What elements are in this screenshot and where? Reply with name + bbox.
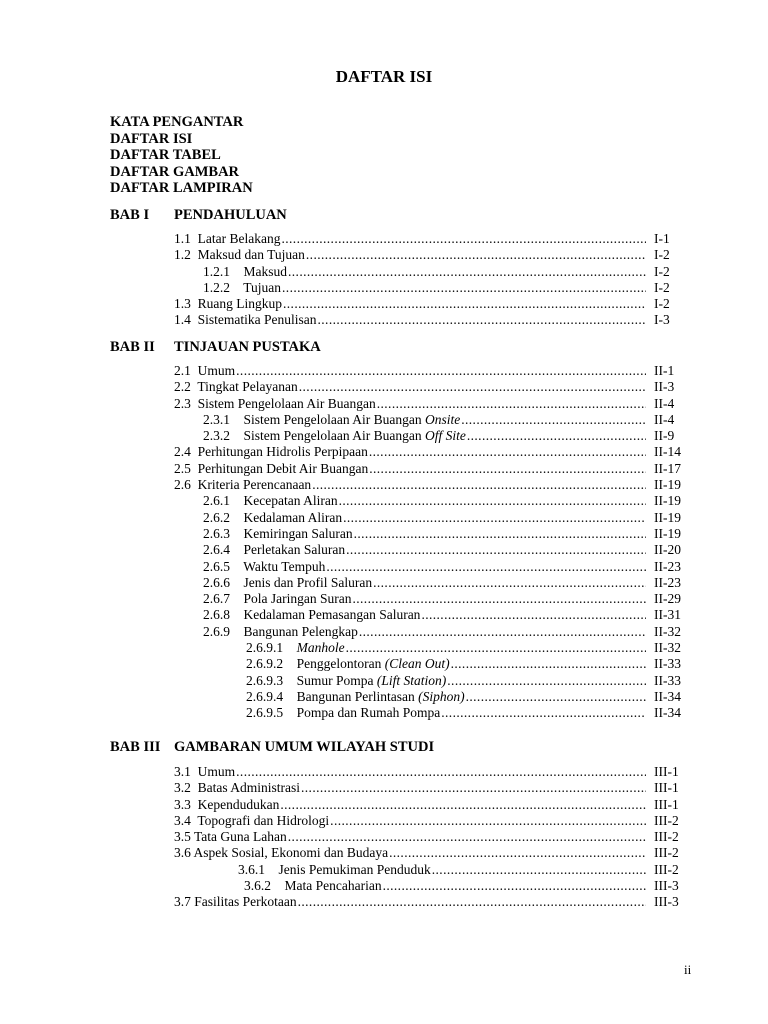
entry-label: 2.6.1 Kecepatan Aliran xyxy=(203,493,338,509)
entry-page: II-20 xyxy=(654,542,681,558)
toc-entry[interactable] xyxy=(0,296,768,312)
entry-label-text: 2.3.2 Sistem Pengelolaan Air Buangan xyxy=(203,428,425,444)
entry-label-italic: Manhole xyxy=(296,640,345,656)
entry-label-italic: (Clean Out) xyxy=(384,656,450,672)
entry-page: I-3 xyxy=(654,312,670,328)
front-matter-item: DAFTAR TABEL xyxy=(110,147,221,164)
toc-entry[interactable] xyxy=(0,477,768,493)
toc-entry[interactable] xyxy=(0,444,768,460)
chapter-heading xyxy=(110,206,287,224)
toc-entry[interactable] xyxy=(0,673,768,689)
entry-page: III-3 xyxy=(654,878,679,894)
entry-label: 2.1 Umum xyxy=(174,363,236,378)
toc-entry[interactable] xyxy=(0,705,768,721)
chapter-title: PENDAHULUAN xyxy=(174,207,287,223)
entry-page: II-31 xyxy=(654,607,681,623)
dot-leader xyxy=(280,797,646,813)
entry-label-text: 2.6.9.4 Bangunan Perlintasan xyxy=(246,688,419,704)
toc-entry[interactable] xyxy=(0,559,768,575)
entry-label: 3.2 Batas Administrasi xyxy=(174,780,300,796)
dot-leader xyxy=(354,526,646,542)
toc-entry[interactable] xyxy=(0,640,768,656)
entry-page: II-23 xyxy=(654,558,681,574)
entry-page: II-19 xyxy=(654,525,681,541)
toc-entry[interactable] xyxy=(0,379,768,395)
entry-label-italic: Onsite xyxy=(424,411,461,427)
dot-leader xyxy=(318,312,647,328)
dot-leader xyxy=(306,247,646,263)
toc-entry[interactable] xyxy=(0,878,768,894)
toc-entry[interactable] xyxy=(0,764,768,780)
toc-entry[interactable] xyxy=(0,231,768,247)
toc-entry[interactable] xyxy=(0,412,768,428)
entry-label xyxy=(203,428,467,444)
entry-page: II-3 xyxy=(654,379,675,395)
entry-label: 3.5 Tata Guna Lahan xyxy=(174,829,287,845)
entry-label xyxy=(246,656,451,672)
entry-page: III-2 xyxy=(654,845,679,861)
entry-page: II-9 xyxy=(654,428,675,444)
toc-entry[interactable] xyxy=(0,624,768,640)
entry-page: III-1 xyxy=(654,764,679,779)
dot-leader xyxy=(359,624,646,640)
entry-label: 2.3 Sistem Pengelolaan Air Buangan xyxy=(174,395,376,411)
entry-page: I-2 xyxy=(654,247,670,263)
entry-label: 1.1 Latar Belakang xyxy=(174,231,281,246)
entry-label xyxy=(246,673,447,689)
entry-page: II-1 xyxy=(654,363,675,378)
entry-label-italic: (Lift Station) xyxy=(376,672,447,688)
chapter-title: TINJAUAN PUSTAKA xyxy=(174,339,321,355)
dot-leader xyxy=(421,607,646,623)
entry-label: 3.4 Topografi dan Hidrologi xyxy=(174,812,330,828)
dot-leader xyxy=(301,780,646,796)
entry-label: 1.2.2 Tujuan xyxy=(203,279,282,295)
dot-leader xyxy=(330,813,646,829)
entry-page: II-19 xyxy=(654,477,681,493)
entry-label-text: 2.3.1 Sistem Pengelolaan Air Buangan xyxy=(203,411,425,427)
entry-label: 2.6.2 Kedalaman Aliran xyxy=(203,509,343,525)
toc-entry[interactable] xyxy=(0,461,768,477)
dot-leader xyxy=(299,379,646,395)
chapter-heading xyxy=(110,338,321,356)
entry-page: II-32 xyxy=(654,640,681,656)
front-matter-item: KATA PENGANTAR xyxy=(110,114,244,130)
dot-leader xyxy=(369,461,646,477)
toc-entry[interactable] xyxy=(0,797,768,813)
entry-label xyxy=(246,689,466,705)
toc-entry[interactable] xyxy=(0,813,768,829)
entry-page: II-33 xyxy=(654,672,681,688)
chapter-3-entries xyxy=(0,764,768,911)
dot-leader xyxy=(326,559,646,575)
dot-leader xyxy=(288,829,646,845)
entry-page: III-2 xyxy=(654,812,679,828)
entry-label: 1.3 Ruang Lingkup xyxy=(174,296,282,312)
entry-page: I-2 xyxy=(654,263,670,279)
entry-label: 3.6.2 Mata Pencaharian xyxy=(244,878,382,894)
entry-label xyxy=(203,412,461,428)
toc-entry[interactable] xyxy=(0,829,768,845)
dot-leader xyxy=(236,363,646,379)
entry-label: 2.6.3 Kemiringan Saluran xyxy=(203,525,353,541)
entry-label-italic: Off Site xyxy=(424,428,466,444)
toc-entry[interactable] xyxy=(0,845,768,861)
dot-leader xyxy=(369,444,646,460)
dot-leader xyxy=(467,428,646,444)
toc-entry[interactable] xyxy=(0,363,768,379)
toc-entry[interactable] xyxy=(0,510,768,526)
entry-page: II-29 xyxy=(654,591,681,607)
chapter-number: BAB III xyxy=(110,739,161,755)
entry-page: II-17 xyxy=(654,460,681,476)
entry-page: II-34 xyxy=(654,688,681,704)
chapter-heading xyxy=(110,738,434,756)
toc-entry[interactable] xyxy=(0,542,768,558)
toc-entry[interactable] xyxy=(0,312,768,328)
entry-label: 1.2.1 Maksud xyxy=(203,263,287,279)
toc-entry[interactable] xyxy=(0,280,768,296)
dot-leader xyxy=(389,845,646,861)
entry-page: III-3 xyxy=(654,894,679,910)
entry-page: I-2 xyxy=(654,296,670,312)
entry-label: 2.6.9.5 Pompa dan Rumah Pompa xyxy=(246,705,441,721)
dot-leader xyxy=(298,894,646,910)
entry-page: I-1 xyxy=(654,231,670,246)
entry-page: III-2 xyxy=(654,829,679,845)
toc-entry[interactable] xyxy=(0,607,768,623)
entry-label-text: 2.6.9.3 Sumur Pompa xyxy=(246,672,377,688)
entry-label: 1.2 Maksud dan Tujuan xyxy=(174,247,305,263)
entry-page: II-19 xyxy=(654,509,681,525)
entry-page: II-19 xyxy=(654,493,681,509)
dot-leader xyxy=(346,542,646,558)
entry-label-text: 2.6.9.2 Penggelontoran xyxy=(246,656,385,672)
entry-page: II-23 xyxy=(654,574,681,590)
dot-leader xyxy=(346,640,646,656)
entry-page: III-2 xyxy=(654,861,679,877)
entry-label: 3.1 Umum xyxy=(174,764,236,779)
entry-label: 2.6.5 Waktu Tempuh xyxy=(203,558,326,574)
toc-entry[interactable] xyxy=(0,396,768,412)
dot-leader xyxy=(281,231,646,247)
dot-leader xyxy=(451,656,646,672)
front-matter-list xyxy=(110,114,253,197)
entry-page: II-32 xyxy=(654,623,681,639)
entry-page: III-1 xyxy=(654,796,679,812)
dot-leader xyxy=(339,493,646,509)
entry-label: 2.6.8 Kedalaman Pemasangan Saluran xyxy=(203,607,421,623)
dot-leader xyxy=(282,280,646,296)
dot-leader xyxy=(352,591,646,607)
dot-leader xyxy=(441,705,646,721)
toc-entry[interactable] xyxy=(0,264,768,280)
toc-entry[interactable] xyxy=(0,247,768,263)
toc-entry[interactable] xyxy=(0,780,768,796)
toc-entry[interactable] xyxy=(0,428,768,444)
dot-leader xyxy=(447,673,646,689)
entry-page: I-2 xyxy=(654,279,670,295)
toc-entry[interactable] xyxy=(0,575,768,591)
dot-leader xyxy=(466,689,646,705)
dot-leader xyxy=(383,878,646,894)
entry-label xyxy=(246,640,346,656)
toc-entry[interactable] xyxy=(0,591,768,607)
entry-page: II-34 xyxy=(654,705,681,721)
entry-label: 3.3 Kependudukan xyxy=(174,796,280,812)
entry-page: II-33 xyxy=(654,656,681,672)
entry-label: 3.6.1 Jenis Pemukiman Penduduk xyxy=(238,861,431,877)
entry-label: 3.7 Fasilitas Perkotaan xyxy=(174,894,297,910)
page-number: ii xyxy=(684,962,692,977)
entry-label: 3.6 Aspek Sosial, Ekonomi dan Budaya xyxy=(174,845,389,861)
entry-label: 2.5 Perhitungan Debit Air Buangan xyxy=(174,460,369,476)
entry-page: II-4 xyxy=(654,395,675,411)
entry-label: 2.6.6 Jenis dan Profil Saluran xyxy=(203,574,373,590)
entry-label: 2.6.7 Pola Jaringan Suran xyxy=(203,591,352,607)
entry-label: 2.6.9 Bangunan Pelengkap xyxy=(203,623,358,639)
dot-leader xyxy=(432,862,646,878)
entry-label-text: 2.6.9.1 xyxy=(246,640,297,656)
dot-leader xyxy=(373,575,646,591)
toc-entry[interactable] xyxy=(0,493,768,509)
chapter-number: BAB I xyxy=(110,207,150,223)
entry-label: 1.4 Sistematika Penulisan xyxy=(174,312,317,328)
dot-leader xyxy=(377,396,646,412)
dot-leader xyxy=(461,412,646,428)
entry-page: III-1 xyxy=(654,780,679,796)
dot-leader xyxy=(236,764,646,780)
entry-label: 2.6 Kriteria Perencanaan xyxy=(174,477,312,493)
toc-entry[interactable] xyxy=(0,526,768,542)
toc-entry[interactable] xyxy=(0,862,768,878)
dot-leader xyxy=(283,296,646,312)
dot-leader xyxy=(288,264,646,280)
dot-leader xyxy=(312,477,646,493)
page-title: DAFTAR ISI xyxy=(335,67,433,86)
entry-label: 2.2 Tingkat Pelayanan xyxy=(174,379,298,395)
toc-entry[interactable] xyxy=(0,689,768,705)
entry-page: II-4 xyxy=(654,411,675,427)
entry-label: 2.4 Perhitungan Hidrolis Perpipaan xyxy=(174,444,368,460)
front-matter-item: DAFTAR ISI xyxy=(110,130,193,147)
chapter-1-entries xyxy=(0,231,768,329)
chapter-2-entries xyxy=(0,363,768,722)
toc-entry[interactable] xyxy=(0,894,768,910)
chapter-title: GAMBARAN UMUM WILAYAH STUDI xyxy=(174,739,435,755)
toc-entry[interactable] xyxy=(0,656,768,672)
front-matter-item: DAFTAR GAMBAR xyxy=(110,163,240,180)
chapter-number: BAB II xyxy=(110,339,155,355)
dot-leader xyxy=(343,510,646,526)
front-matter-item: DAFTAR LAMPIRAN xyxy=(110,180,253,197)
entry-page: II-14 xyxy=(654,444,681,460)
entry-label: 2.6.4 Perletakan Saluran xyxy=(203,542,346,558)
entry-label-italic: (Siphon) xyxy=(418,688,465,704)
